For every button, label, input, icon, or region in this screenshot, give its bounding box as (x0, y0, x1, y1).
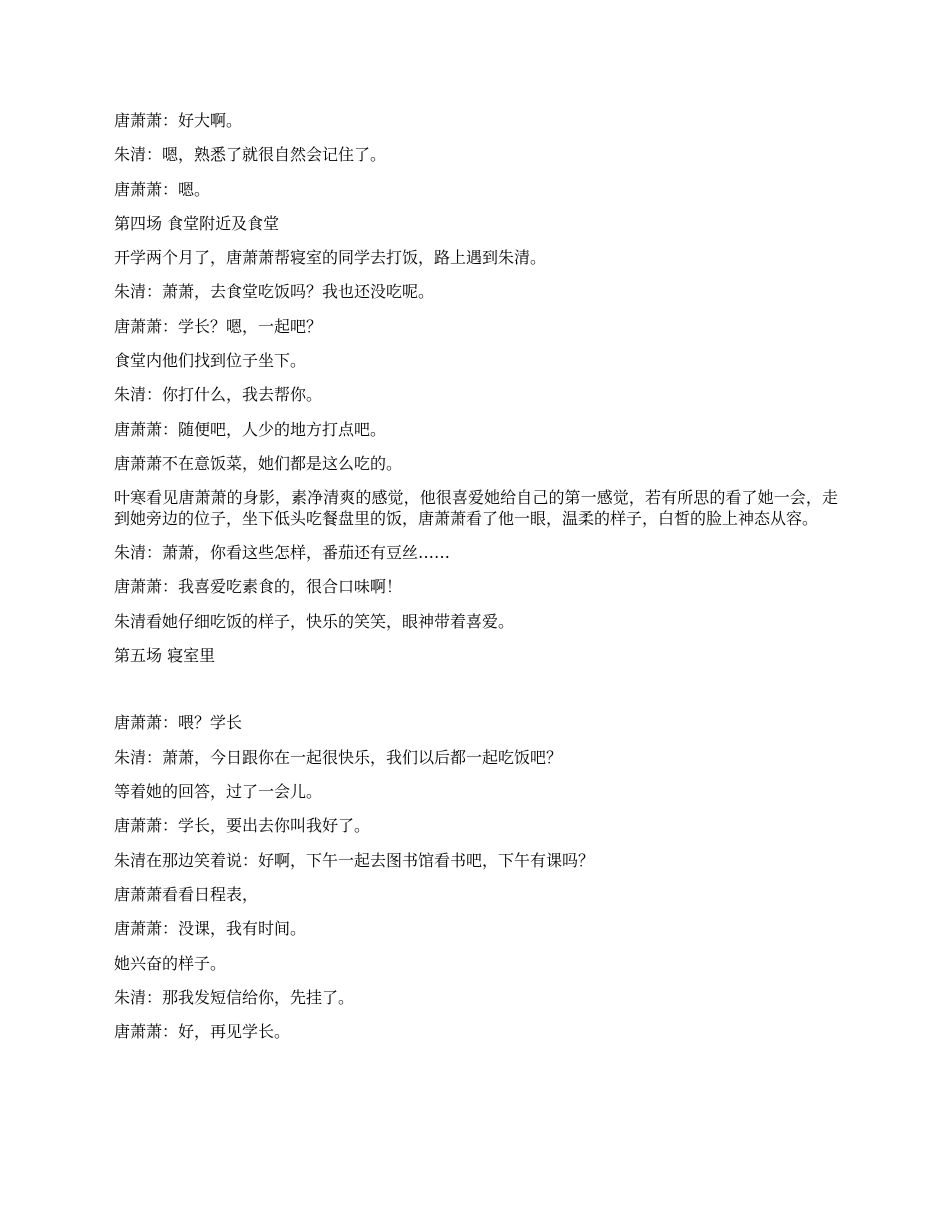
dialogue-line: 唐萧萧：喂？学长 (114, 713, 243, 733)
dialogue-line: 朱清：嗯，熟悉了就很自然会记住了。 (114, 145, 387, 165)
dialogue-line: 朱清：那我发短信给你，先挂了。 (114, 987, 355, 1007)
dialogue-line: 唐萧萧：随便吧，人少的地方打点吧。 (114, 419, 387, 439)
script-text (114, 110, 838, 1055)
dialogue-line: 唐萧萧：好，再见学长。 (114, 1022, 291, 1042)
dialogue-line: 唐萧萧：好大啊。 (114, 111, 243, 130)
narration-line: 她兴奋的样子。 (114, 953, 227, 973)
dialogue-line: 唐萧萧：学长？嗯，一起吧？ (114, 316, 323, 336)
narration-line: 唐萧萧看看日程表， (114, 884, 259, 904)
dialogue-line: 朱清：萧萧，你看这些怎样，番茄还有豆丝…… (114, 543, 451, 563)
narration-paragraph: 叶寒看见唐萧萧的身影，素净清爽的感觉，他很喜爱她给自己的第一感觉，若有所思的看了她一会，走到她旁边的位子，坐下低头吃餐盘里的饭，唐萧萧看了他一眼，温柔的样子，白皙的脸上神态从容。 (114, 488, 838, 529)
dialogue-line: 朱清：萧萧，去食堂吃饭吗？我也还没吃呢。 (114, 282, 435, 302)
narration-line: 等着她的回答，过了一会儿。 (114, 782, 323, 802)
dialogue-line: 唐萧萧：嗯。 (114, 179, 211, 199)
scene-heading: 第四场 食堂附近及食堂 (114, 213, 280, 233)
narration-line: 食堂内他们找到位子坐下。 (114, 351, 307, 371)
dialogue-line: 朱清：萧萧，今日跟你在一起很快乐，我们以后都一起吃饭吧？ (114, 747, 563, 767)
dialogue-line: 朱清：你打什么，我去帮你。 (114, 385, 323, 405)
dialogue-line: 朱清在那边笑着说：好啊，下午一起去图书馆看书吧，下午有课吗？ (114, 850, 595, 870)
dialogue-line: 唐萧萧：学长，要出去你叫我好了。 (114, 816, 371, 836)
narration-line: 开学两个月了，唐萧萧帮寝室的同学去打饭，路上遇到朱清。 (114, 248, 547, 268)
scene-heading: 第五场 寝室里 (114, 645, 216, 665)
dialogue-line: 唐萧萧：我喜爱吃素食的，很合口味啊！ (114, 577, 403, 597)
narration-line: 朱清看她仔细吃饭的样子，快乐的笑笑，眼神带着喜爱。 (114, 611, 515, 631)
dialogue-line: 唐萧萧：没课，我有时间。 (114, 919, 307, 939)
narration-line: 唐萧萧不在意饭菜，她们都是这么吃的。 (114, 453, 403, 473)
